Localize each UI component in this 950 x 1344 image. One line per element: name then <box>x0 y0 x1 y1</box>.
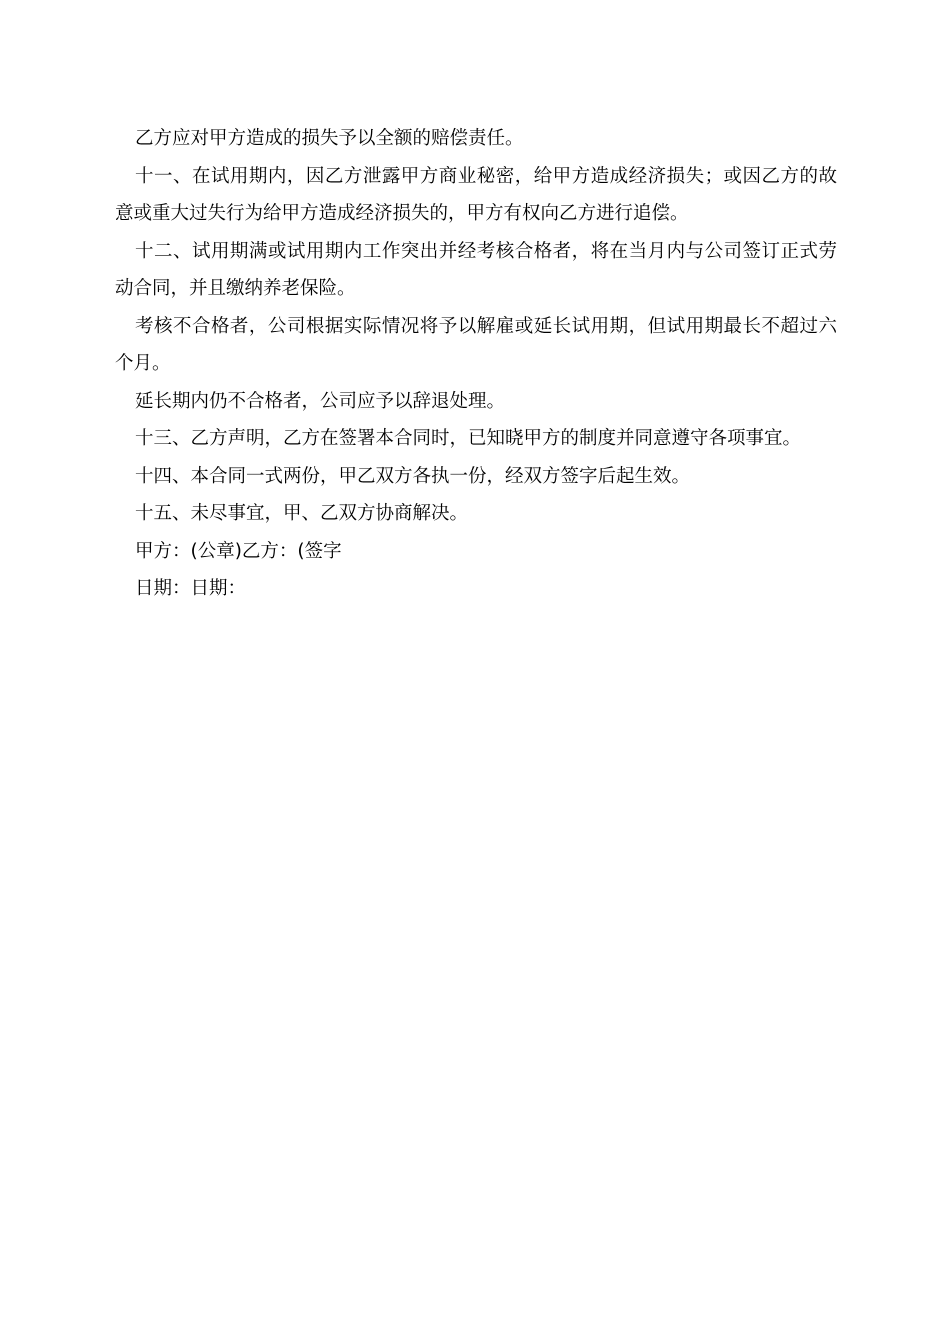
paragraph-extension-dismissal: 延长期内仍不合格者，公司应予以辞退处理。 <box>135 390 506 412</box>
paragraph-compensation: 乙方应对甲方造成的损失予以全额的赔偿责任。 <box>135 128 524 149</box>
paragraph-clause-11: 十一、在试用期内，因乙方泄露甲方商业秘密，给甲方造成经济损失；或因乙方的故意或重大过失行为给甲方造成经济损失的，甲方有权向乙方进行追偿。 <box>115 165 837 224</box>
paragraph-clause-12: 十二、试用期满或试用期内工作突出并经考核合格者，将在当月内与公司签订正式劳动合同，并且缴纳养老保险。 <box>115 240 837 299</box>
paragraph-clause-14: 十四、本合同一式两份，甲乙双方各执一份，经双方签字后起生效。 <box>135 465 691 487</box>
signature-line: 甲方：(公章)乙方：(签字 <box>135 540 342 562</box>
paragraph-clause-15: 十五、未尽事宜，甲、乙双方协商解决。 <box>135 503 469 524</box>
paragraph-assessment-failure: 考核不合格者，公司根据实际情况将予以解雇或延长试用期，但试用期最长不超过六个月。 <box>115 315 837 374</box>
date-line: 日期：日期： <box>135 578 247 599</box>
paragraph-clause-13: 十三、乙方声明，乙方在签署本合同时，已知晓甲方的制度并同意遵守各项事宜。 <box>135 428 802 449</box>
document-body <box>115 120 837 608</box>
